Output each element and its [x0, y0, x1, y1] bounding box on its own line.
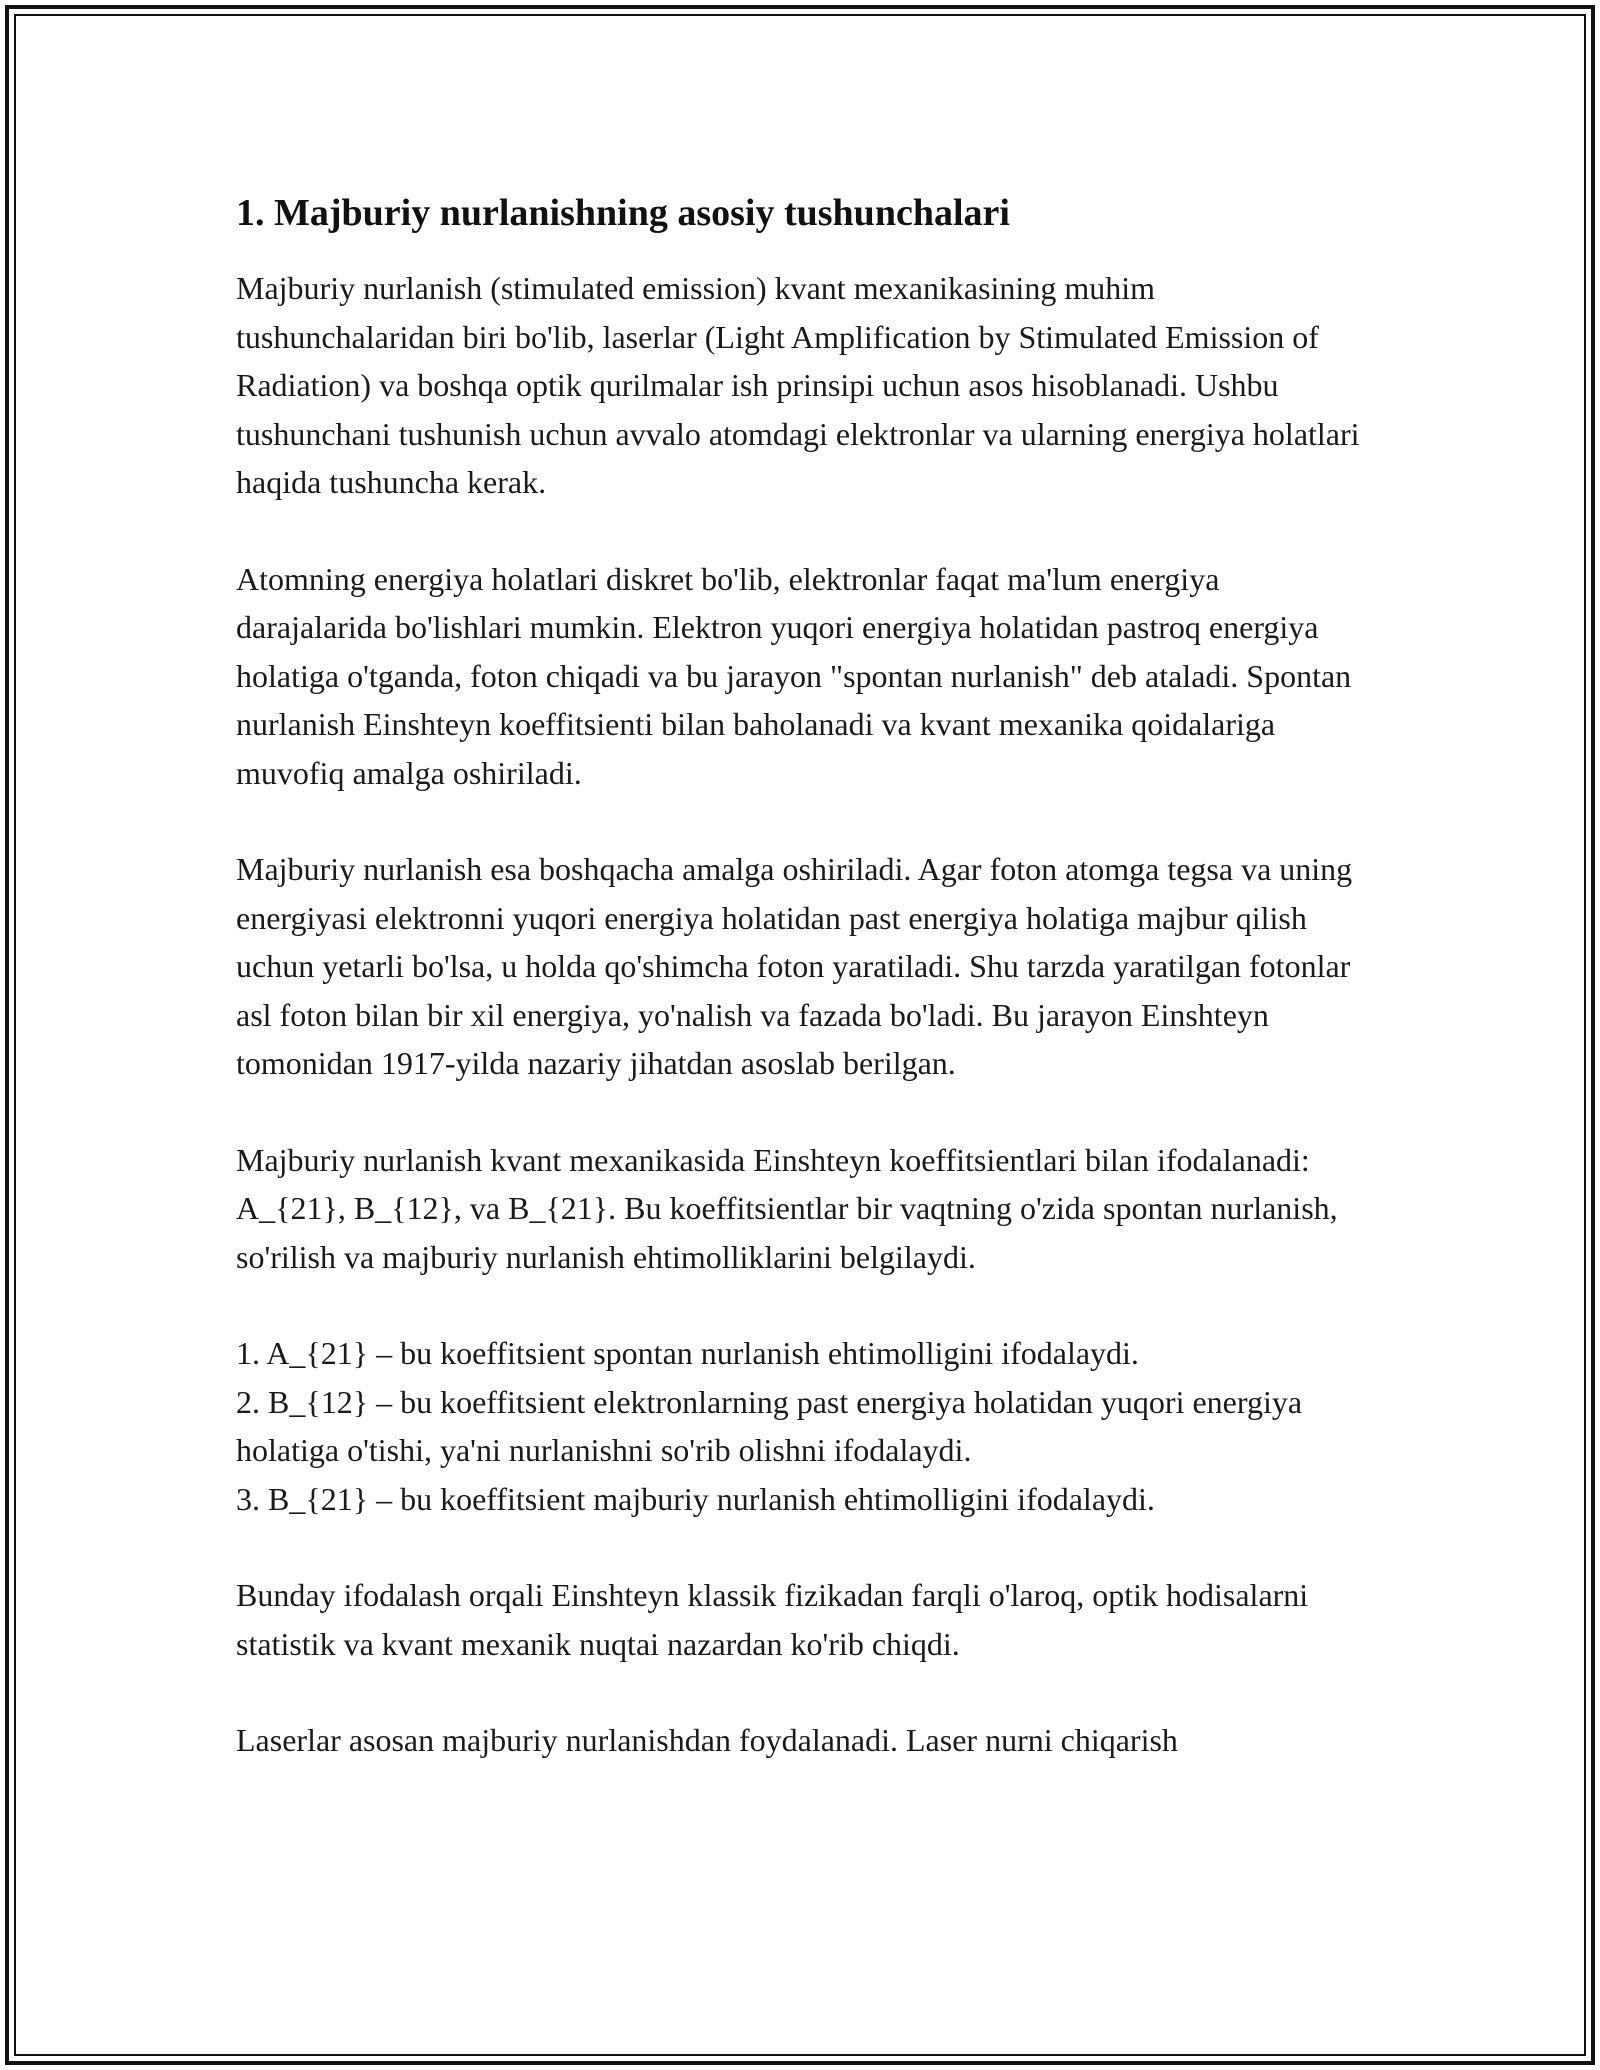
paragraph-intro: Majburiy nurlanish (stimulated emission) kvant mexanikasining muhim tushunchalaridan biri bo'lib, laserlar (Light Amplification by Stimulated Emission of Radiation) va boshqa optik qurilmalar ish prinsipi uchun asos hisoblanadi. Ushbu tushunchani tushunish uchun avvalo atomdagi elektronlar va ularning energiya holatlari haqida tushuncha kerak. [236, 270, 1360, 500]
coefficient-list [236, 1329, 1376, 1523]
paragraph-einstein-coefficients: Majburiy nurlanish kvant mexanikasida Einshteyn koeffitsientlari bilan ifodalanadi: A_{21}, B_{12}, va B_{21}. Bu koeffitsientlar bir vaqtning o'zida spontan nurlanish, so'rilish va majburiy nurlanish ehtimolliklarini belgilaydi. [236, 1141, 1338, 1275]
list-item: 2. B_{12} – bu koeffitsient elektronlarning past energiya holatidan yuqori energiya holatiga o'tishi, ya'ni nurlanishni so'rib olishni ifodalaydi. [236, 1383, 1303, 1468]
list-item: 3. B_{21} – bu koeffitsient majburiy nurlanish ehtimolligini ifodalaydi. [236, 1480, 1155, 1517]
paragraph-energy-levels: Atomning energiya holatlari diskret bo'lib, elektronlar faqat ma'lum energiya darajalarida bo'lishlari mumkin. Elektron yuqori energiya holatidan pastroq energiya holatiga o'tganda, foton chiqadi va bu jarayon "spontan nurlanish" deb ataladi. Spontan nurlanish Einshteyn koeffitsienti bilan baholanadi va kvant mexanika qoidalariga muvofiq amalga oshiriladi. [236, 560, 1352, 791]
paragraph-statistical-view: Bunday ifodalash orqali Einshteyn klassik fizikadan farqli o'laroq, optik hodisalarni statistik va kvant mexanik nuqtai nazardan ko'rib chiqdi. [236, 1577, 1309, 1662]
list-item: 1. A_{21} – bu koeffitsient spontan nurlanish ehtimolligini ifodalaydi. [236, 1335, 1139, 1371]
section-heading: 1. Majburiy nurlanishning asosiy tushunchalari [236, 192, 1010, 234]
document-body [236, 184, 1376, 1813]
paragraph-stimulated-emission: Majburiy nurlanish esa boshqacha amalga oshiriladi. Agar foton atomga tegsa va uning energiyasi elektronni yuqori energiya holatidan past energiya holatiga majbur qilish uchun yetarli bo'lsa, u holda qo'shimcha foton yaratiladi. Shu tarzda yaratilgan fotonlar asl foton bilan bir xil energiya, yo'nalish va fazada bo'ladi. Bu jarayon Einshteyn tomonidan 1917-yilda nazariy jihatdan asoslab berilgan. [236, 851, 1353, 1081]
paragraph-lasers: Laserlar asosan majburiy nurlanishdan foydalanadi. Laser nurni chiqarish [236, 1722, 1178, 1758]
